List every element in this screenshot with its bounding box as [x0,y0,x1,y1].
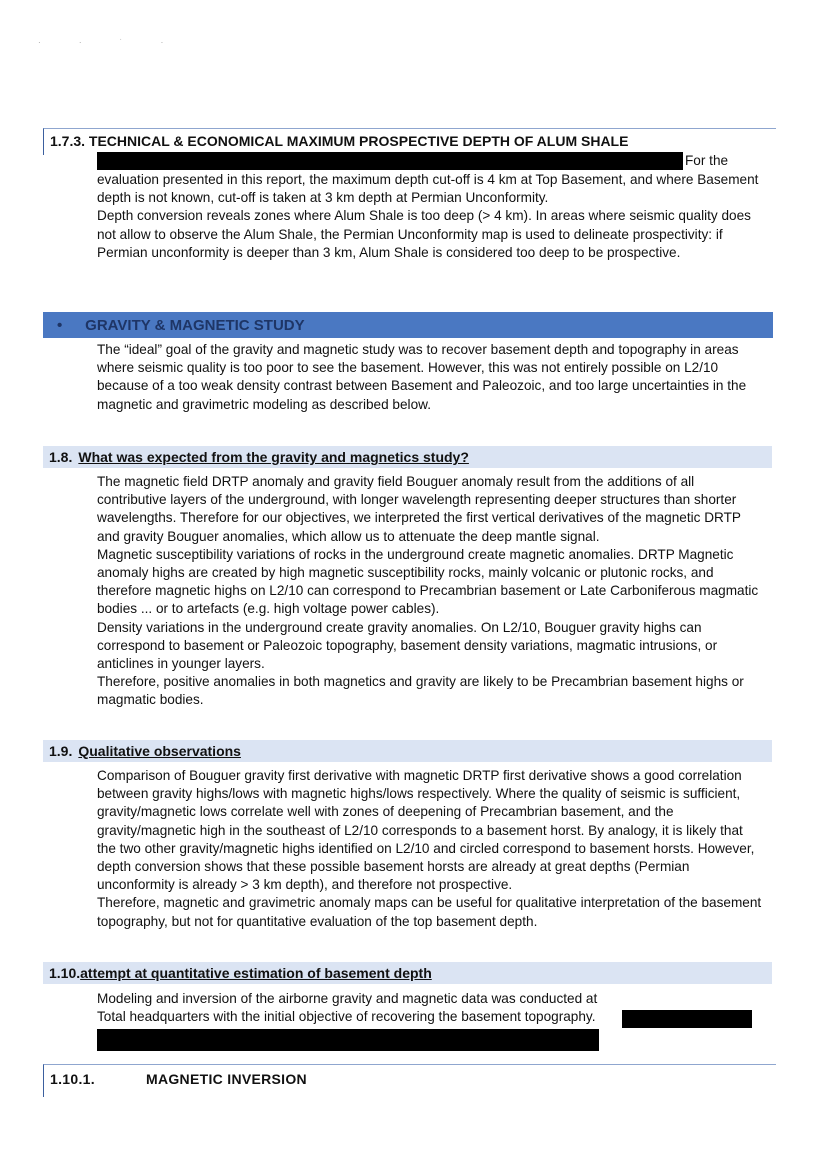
scan-specks: · · ˙ · [38,38,182,47]
section-number: 1.9. [49,743,73,759]
paragraph: Therefore, positive anomalies in both magnetics and gravity are likely to be Precambrian basement highs or magmatic bodies. [97,674,744,708]
section-1-7-3-heading: 1.7.3. TECHNICAL & ECONOMICAL MAXIMUM PROSPECTIVE DEPTH OF ALUM SHALE [43,128,776,155]
section-1-10-1-heading [43,1064,776,1097]
banner-title: GRAVITY & MAGNETIC STUDY [85,317,305,334]
redaction-block [97,152,683,170]
section-number: 1.10.1. [50,1071,95,1087]
paragraph: Modeling and inversion of the airborne gravity and magnetic data was conducted at Total headquarters with the initial objective of recovering the basement topography. [97,991,598,1025]
paragraph: evaluation presented in this report, the maximum depth cut-off is 4 km at Top Basement, and where Basement depth is not known, cut-off is taken at 3 km depth at Permian Unconformity. [97,172,759,206]
section-title: attempt at quantitative estimation of basement depth [80,965,432,981]
section-title: Qualitative observations [78,743,241,759]
paragraph: The “ideal” goal of the gravity and magnetic study was to recover basement depth and topography in areas where seismic quality is too poor to see the basement. However, this was not entirely possible on L2/10 because of a too weak density contrast between Basement and Paleozoic, and too large uncertainties in the magnetic and gravimetric modeling as described below. [97,342,747,412]
gravity-intro [97,341,765,414]
gravity-magnetic-study-banner [43,312,773,338]
section-1-10-heading [43,962,772,984]
paragraph: Depth conversion reveals zones where Alum Shale is too deep (> 4 km). In areas where seismic quality does not allow to observe the Alum Shale, the Permian Unconformity map is used to delineate prospectivity: if Permian unconformity is deeper than 3 km, Alum Shale is considered too deep to be prospective. [97,208,751,260]
section-1-8-body [97,473,765,710]
section-number: 1.8. [49,449,73,465]
section-number: 1.10. [49,965,81,981]
section-title: What was expected from the gravity and magnetics study? [78,449,469,465]
bullet-icon: • [57,317,63,334]
paragraph: Therefore, magnetic and gravimetric anomaly maps can be useful for qualitative interpretation of the basement topography, but not for quantitative evaluation of the top basement depth. [97,895,762,929]
section-title: MAGNETIC INVERSION [146,1071,307,1087]
section-1-7-3-body [97,171,765,262]
paragraph: Magnetic susceptibility variations of rocks in the underground create magnetic anomalies. DRTP Magnetic anomaly highs are created by high magnetic susceptibility rocks, mainly volcanic or plutonic rocks, and therefore magnetic highs on L2/10 can correspond to Precambrian basement or Late Carboniferous magmatic bodies ... or to artefacts (e.g. high voltage power cables). [97,546,759,617]
section-1-9-heading [43,740,772,762]
paragraph: Comparison of Bouguer gravity first derivative with magnetic DRTP first derivative shows a good correlation between gravity highs/lows with magnetic highs/lows respectively. Where the quality of seismic is sufficient, gravity/magnetic lows correlate well with zones of deepening of Precambrian basement, and the gravity/magnetic high in the southeast of L2/10 corresponds to a basement horst. By analogy, it is likely that the two other gravity/magnetic highs identified on L2/10 and circled correspond to basement horsts. However, depth conversion shows that these possible basement horsts are already at great depths (Permian unconformity is already > 3 km depth), and therefore not prospective. [97,768,755,893]
section-1-7-3-first-line-tail: For the [685,153,729,168]
section-1-8-heading [43,446,772,468]
section-1-10-body [97,990,617,1026]
redaction-block [622,1010,752,1028]
section-1-9-body [97,767,765,931]
paragraph: The magnetic field DRTP anomaly and gravity field Bouguer anomaly result from the additions of all contributive layers of the underground, with longer wavelength representing deeper structures than shorter wavelengths. Therefore for our objectives, we interpreted the first vertical derivatives of the magnetic DRTP and gravity Bouguer anomalies, which allow us to attenuate the deep mantle signal. [97,474,741,544]
redaction-block [97,1029,599,1051]
paragraph: Density variations in the underground create gravity anomalies. On L2/10, Bouguer gravity highs can correspond to basement or Paleozoic topography, basement density variations, magmatic intrusions, or anticlines in younger layers. [97,619,718,672]
